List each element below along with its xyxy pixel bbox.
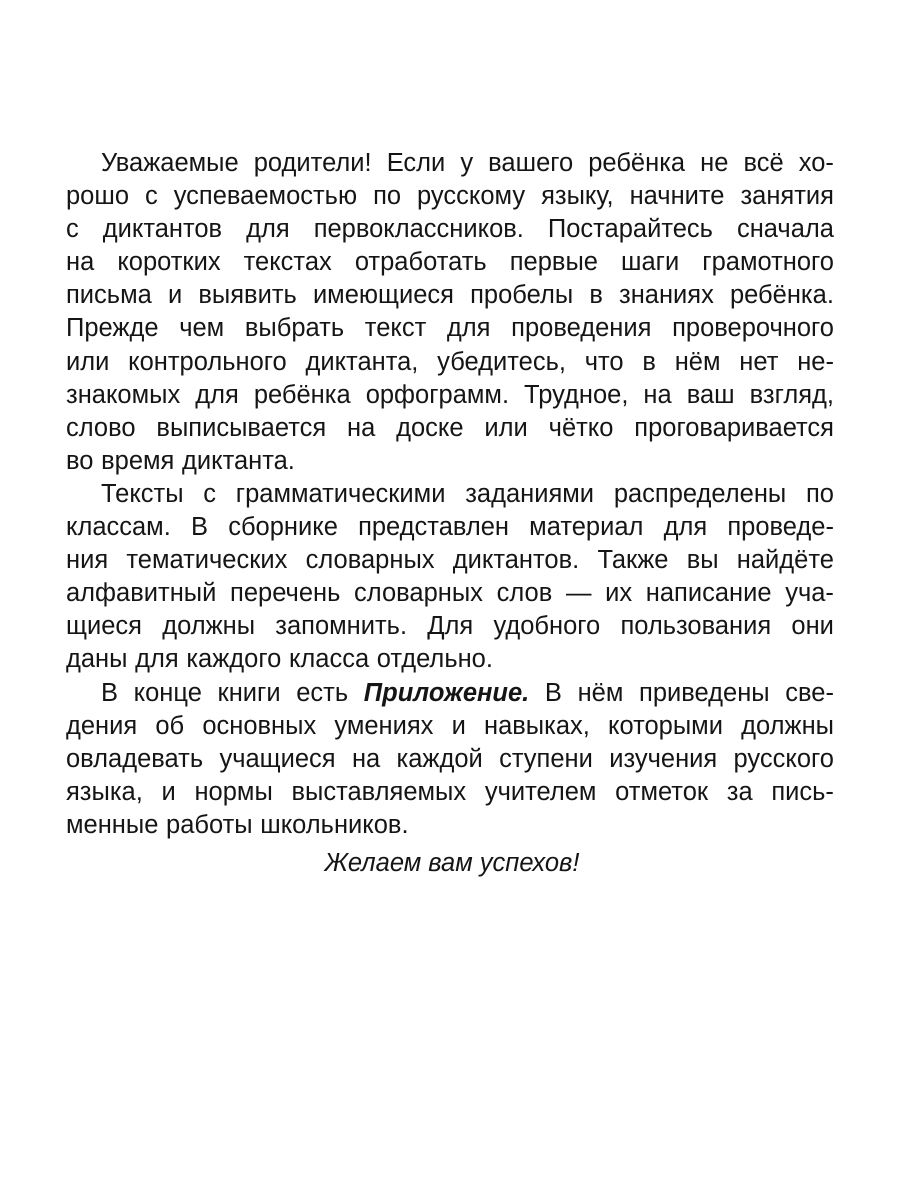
word: вашего [488, 149, 574, 177]
word: нём [577, 678, 624, 707]
word: сборнике [228, 513, 338, 542]
text-line [66, 445, 834, 478]
word: каждого [186, 645, 282, 674]
word: ваш [686, 380, 735, 409]
word: и [161, 777, 176, 806]
word: выписывается [156, 413, 327, 442]
text-line [66, 643, 834, 676]
word: найдёте [736, 546, 834, 575]
word: русского [733, 744, 834, 773]
text-line [66, 577, 834, 610]
word: шаги [621, 248, 680, 277]
word: пись- [771, 777, 834, 806]
word: знакомых [66, 380, 181, 409]
word: удобного [493, 612, 601, 641]
word: диктанта, [305, 347, 419, 376]
word: отработать [354, 248, 487, 277]
word: время [101, 446, 175, 475]
text-line [66, 478, 834, 511]
text-line [66, 544, 834, 577]
word: или [66, 347, 110, 376]
word: во [66, 446, 94, 475]
word: убедитесь, [437, 347, 566, 376]
word: даны [66, 645, 128, 674]
text-line [66, 710, 834, 743]
word: учащиеся [219, 744, 336, 773]
word: что [584, 347, 624, 376]
word: знаниях [619, 281, 714, 310]
word: начните [629, 182, 725, 211]
body-text [66, 147, 834, 842]
text-line [66, 312, 834, 345]
word: пользования [620, 612, 772, 641]
word: за [726, 777, 753, 806]
word: тематических [126, 546, 288, 575]
word: навыках, [484, 711, 590, 740]
word: всё [743, 149, 784, 177]
word: коротких [117, 248, 221, 277]
word: — [565, 579, 592, 608]
appendix-emphasis: Приложение. [363, 678, 530, 707]
word: на [351, 744, 381, 773]
paragraph-appendix [66, 677, 834, 842]
word: класса [288, 645, 370, 674]
word: в [642, 347, 656, 376]
word: и [451, 711, 466, 740]
word: в [589, 281, 603, 310]
word: есть [296, 678, 349, 707]
word: ния [66, 546, 109, 575]
word: менные [66, 810, 159, 839]
word: уча- [785, 579, 834, 608]
word: Трудное, [524, 380, 629, 409]
word: для [446, 314, 491, 343]
word: первоклассников. [313, 215, 524, 244]
word: чем [179, 314, 225, 343]
word: должны [162, 612, 256, 641]
word: учителем [484, 777, 597, 806]
word: об [155, 711, 185, 740]
word: отдельно. [376, 645, 493, 674]
word: дения [66, 711, 138, 740]
word: диктантов. [452, 546, 580, 575]
word: Тексты [101, 479, 184, 508]
word: контрольного [128, 347, 287, 376]
word: чётко [548, 413, 614, 442]
word: ребёнка. [729, 281, 834, 310]
word: и [167, 281, 183, 310]
word: нормы [194, 777, 273, 806]
word: имеющиеся [312, 281, 454, 310]
word: материал [529, 513, 644, 542]
word: пробелы [470, 281, 574, 310]
word: Прежде [66, 314, 159, 343]
word: Если [386, 149, 446, 177]
word: текст [364, 314, 427, 343]
word: представлен [358, 513, 509, 542]
word: диктанта. [182, 446, 295, 475]
word: классам. [66, 513, 171, 542]
word: языку, [541, 182, 614, 211]
word: выявить [198, 281, 297, 310]
word: слов [496, 579, 553, 608]
word: доске [396, 413, 464, 442]
word: по [373, 182, 402, 211]
word: Уважаемые [101, 149, 239, 177]
word: овладевать [66, 744, 204, 773]
word: которыми [608, 711, 723, 740]
word: по [805, 479, 834, 508]
word: словарных [305, 546, 435, 575]
paragraph-intro [66, 147, 834, 478]
word: сначала [736, 215, 834, 244]
word: родители! [253, 149, 372, 177]
word: книги [217, 678, 281, 707]
word: для [246, 215, 290, 244]
word: проведе- [727, 513, 834, 542]
word: запомнить. [275, 612, 408, 641]
word: отметок [615, 777, 709, 806]
word: В [191, 513, 209, 542]
word: выставляемых [291, 777, 467, 806]
word: перечень [230, 579, 341, 608]
word: с [66, 215, 79, 244]
word: конце [133, 678, 202, 707]
word: успеваемостью [173, 182, 358, 211]
word: для [135, 645, 179, 674]
word: проведения [511, 314, 652, 343]
text-line [66, 677, 834, 710]
word: умениях [334, 711, 434, 740]
word: Также [597, 546, 669, 575]
word: Постарайтесь [547, 215, 713, 244]
word: основных [202, 711, 317, 740]
word: ребёнка [253, 380, 351, 409]
word: на [66, 248, 95, 277]
word: ступени [499, 744, 593, 773]
word: занятия [740, 182, 834, 211]
word: школьников. [260, 810, 409, 839]
text-line [66, 346, 834, 379]
closing-wish: Желаем вам успехов! [324, 849, 580, 877]
text-line [66, 246, 834, 279]
word: В [544, 678, 562, 707]
word: вы [686, 546, 719, 575]
word: работы [166, 810, 253, 839]
paragraph-texts [66, 478, 834, 677]
word: диктантов [102, 215, 223, 244]
text-line [66, 809, 834, 842]
text-line [66, 147, 834, 180]
word: для [195, 380, 239, 409]
word: они [791, 612, 834, 641]
word: изучения [609, 744, 718, 773]
word: выбрать [244, 314, 345, 343]
word: грамотного [702, 248, 834, 277]
word: Для [427, 612, 474, 641]
text-line [66, 610, 834, 643]
word: ребёнка [588, 149, 686, 177]
word: алфавитный [66, 579, 217, 608]
word: первые [509, 248, 598, 277]
word: словарных [354, 579, 483, 608]
word: не [700, 149, 729, 177]
word: хо- [798, 149, 834, 177]
text-line [66, 213, 834, 246]
word: на [643, 380, 672, 409]
text-line [66, 279, 834, 312]
word: орфограмм. [365, 380, 510, 409]
word: для [663, 513, 708, 542]
word: языка, [66, 777, 143, 806]
word: распределены [613, 479, 787, 508]
word: проверочного [672, 314, 834, 343]
word: с [203, 479, 217, 508]
word: слово [66, 413, 136, 442]
word: не- [797, 347, 834, 376]
word: щиеся [66, 612, 142, 641]
word: приведены [639, 678, 770, 707]
word: на [347, 413, 376, 442]
word: или [484, 413, 528, 442]
word: текстах [243, 248, 332, 277]
word: нет [739, 347, 779, 376]
word: их [605, 579, 633, 608]
text-line [66, 180, 834, 213]
word: све- [785, 678, 834, 707]
word: написание [645, 579, 772, 608]
text-line [66, 412, 834, 445]
word: В [101, 678, 119, 707]
word: взгляд, [749, 380, 834, 409]
text-line [66, 379, 834, 412]
word: должны [741, 711, 834, 740]
text-line [66, 743, 834, 776]
word: проговаривается [634, 413, 834, 442]
text-line [66, 776, 834, 809]
word: рошо [66, 182, 130, 211]
word: письма [66, 281, 152, 310]
text-line [66, 511, 834, 544]
word: у [460, 149, 474, 177]
word: каждой [396, 744, 483, 773]
word: русскому [417, 182, 526, 211]
word: нём [674, 347, 721, 376]
word: грамматическими [235, 479, 446, 508]
word: заданиями [465, 479, 595, 508]
word: с [144, 182, 158, 211]
